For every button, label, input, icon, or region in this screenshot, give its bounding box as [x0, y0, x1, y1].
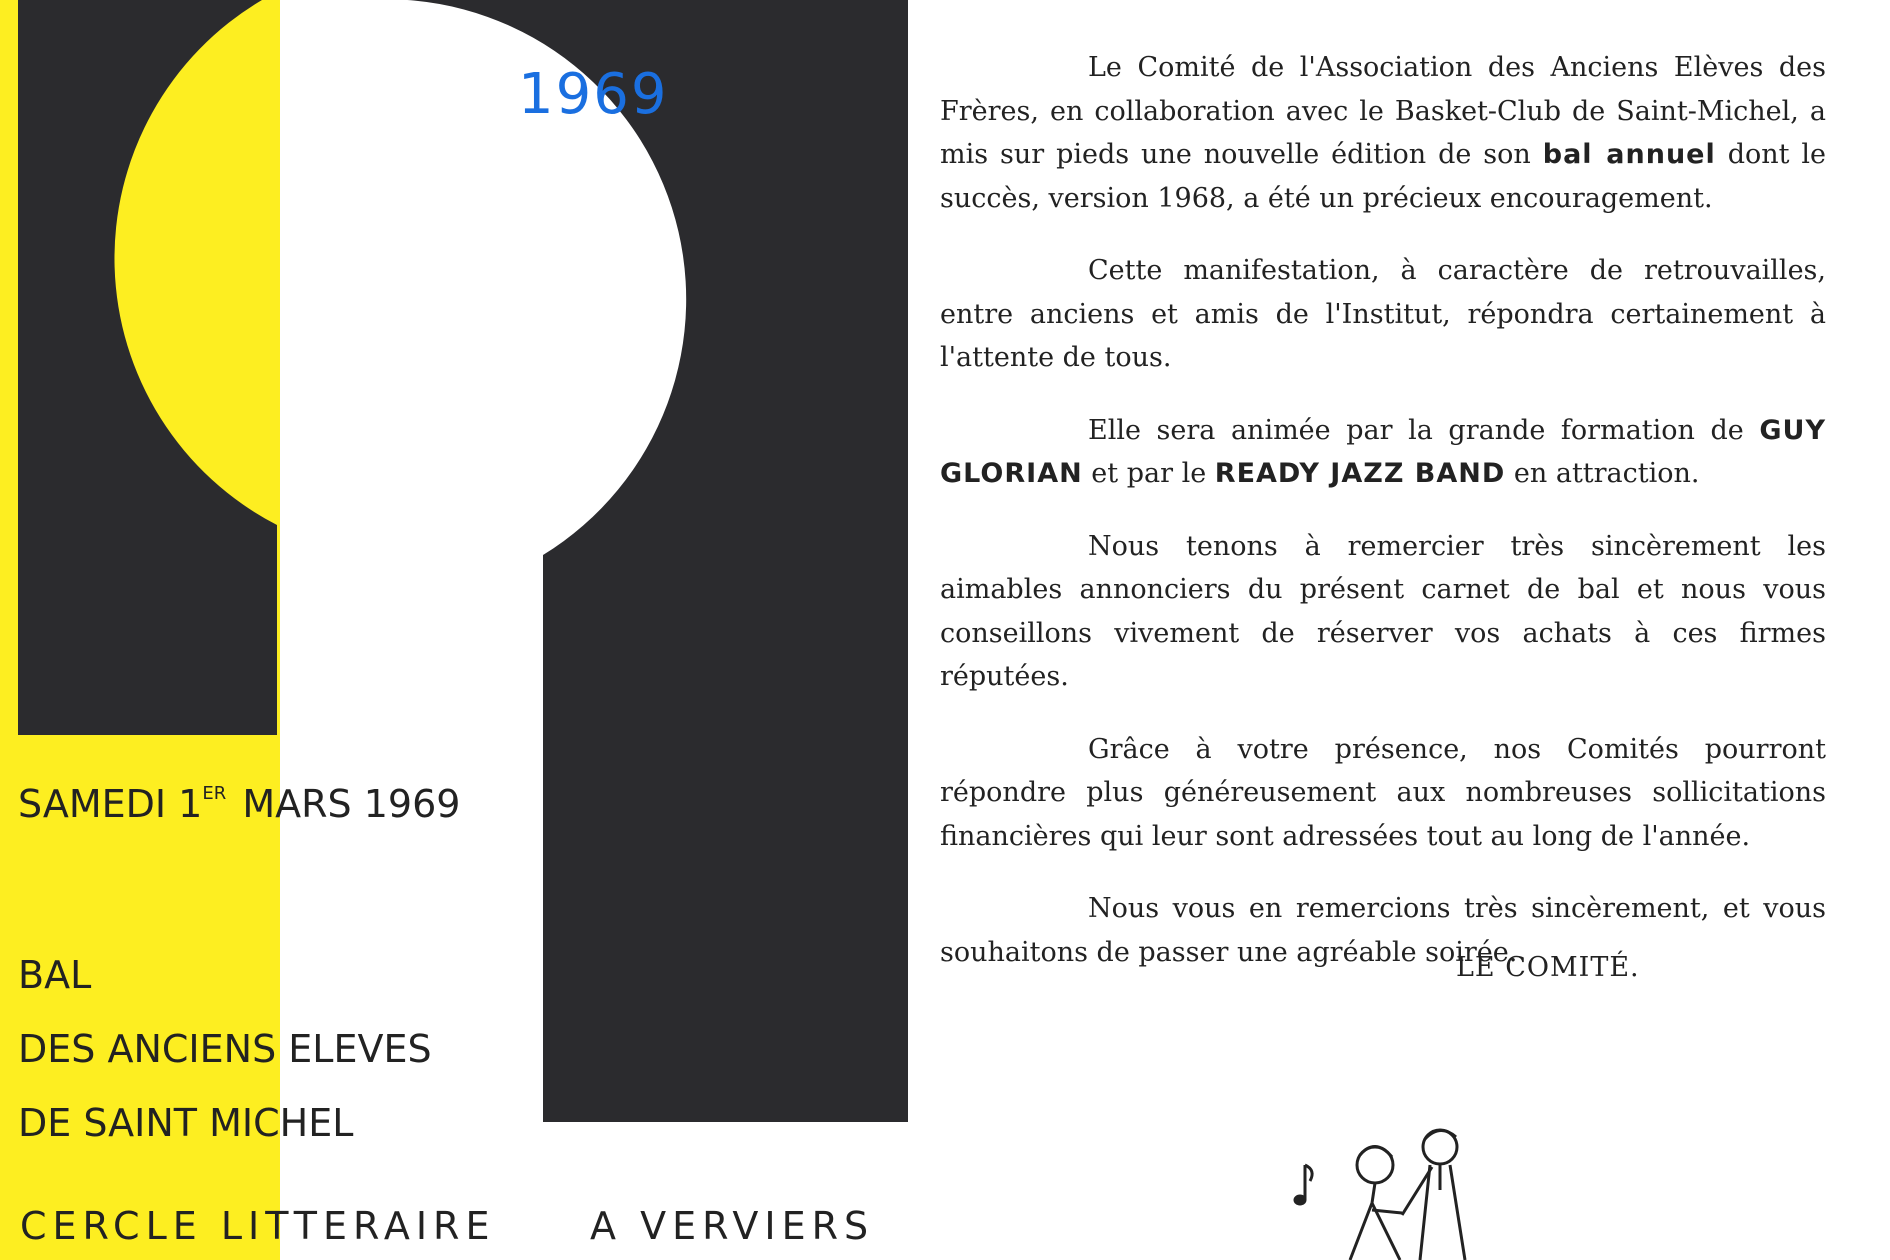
right-dark-block	[365, 0, 908, 1122]
venue-city: A VERVIERS	[590, 1204, 875, 1248]
p1-bold: bal annuel	[1542, 139, 1716, 170]
paragraph-6: Nous vous en remercions très sincèrement, et vous souhaitons de passer une agréable soirée.	[940, 893, 1826, 968]
paragraph-2: Cette manifestation, à caractère de retrouvailles, entre anciens et amis de l'Institut, répondra certainement à l'attente de tous.	[940, 255, 1826, 373]
date-suffix: ER	[202, 783, 227, 804]
event-title	[18, 938, 432, 1160]
letter-body	[940, 46, 1826, 1003]
p3-text-end: en attraction.	[1513, 458, 1700, 489]
p1-text-end: dont le succès, version 1968, a été un précieux encouragement.	[940, 139, 1827, 214]
p3-text-mid: et par le	[1091, 458, 1207, 489]
paragraph-5: Grâce à votre présence, nos Comités pourront répondre plus généreusement aux nombreuses sollicitations financières qui leur sont adressées tout au long de l'année.	[940, 733, 1826, 852]
signature: LE COMITÉ.	[1456, 952, 1640, 983]
paragraph-3	[940, 409, 1826, 496]
music-note-icon	[1294, 1165, 1312, 1205]
p3-text: Elle sera animée par la grande formation de	[1088, 414, 1744, 446]
paragraph-1	[940, 46, 1826, 220]
band-ready-jazz: READY JAZZ BAND	[1214, 458, 1506, 489]
event-title-line: DES ANCIENS ELEVES	[18, 1027, 432, 1071]
cover-panel	[0, 0, 910, 1260]
date-day: SAMEDI 1	[18, 782, 203, 826]
event-date	[18, 782, 460, 826]
year-heading: 1969	[518, 62, 669, 127]
p1-text: Le Comité de l'Association des Anciens Elèves des Frères, en collaboration avec le Basket-Club de Saint-Michel, a mis sur pieds une nouvelle édition de son	[940, 52, 1826, 170]
venue-name: CERCLE LITTERAIRE	[20, 1204, 496, 1248]
band-guy-glorian: GUY GLORIAN	[940, 414, 1826, 489]
event-title-line: DE SAINT MICHEL	[18, 1101, 354, 1145]
date-rest: MARS 1969	[242, 782, 461, 826]
dancing-couple-icon	[1280, 1115, 1520, 1260]
event-title-line: BAL	[18, 953, 92, 997]
paragraph-4: Nous tenons à remercier très sincèrement les aimables annonciers du présent carnet de bal et nous vous conseillons vivement de réserver vos achats à ces firmes réputées.	[940, 530, 1826, 692]
